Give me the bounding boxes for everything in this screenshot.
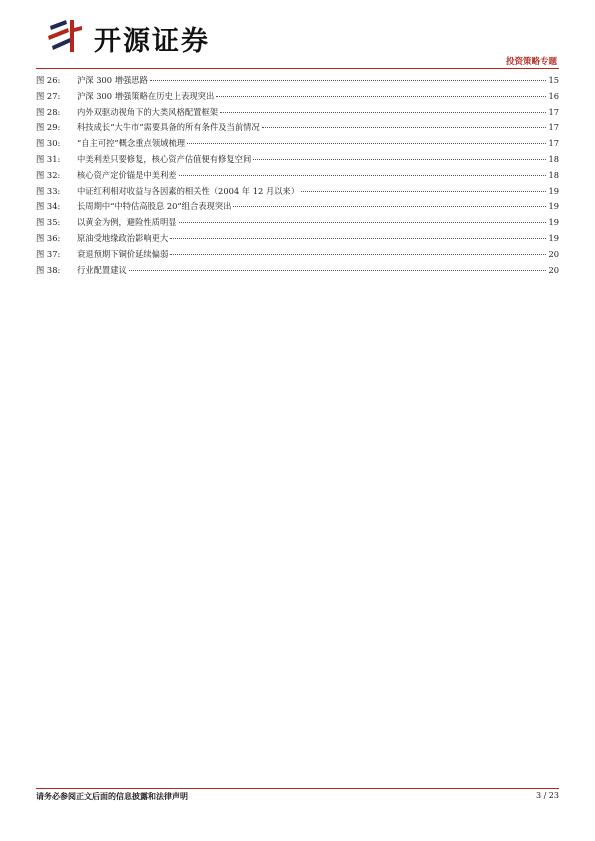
dot-leader xyxy=(150,79,547,81)
figure-page-number: 17 xyxy=(548,138,559,149)
dot-leader xyxy=(170,253,546,255)
figure-number: 图 37: xyxy=(36,248,61,259)
disclaimer-text: 请务必参阅正文后面的信息披露和法律声明 xyxy=(36,791,188,801)
figure-page-number: 19 xyxy=(548,185,559,196)
figure-page-number: 18 xyxy=(548,169,559,180)
figure-title: 沪深 300 增强思路 xyxy=(77,75,148,85)
toc-row[interactable] xyxy=(36,136,559,152)
toc-row[interactable] xyxy=(36,231,559,247)
dot-leader xyxy=(216,95,546,97)
figure-title: 沪深 300 增强策略在历史上表现突出 xyxy=(77,90,215,101)
dot-leader xyxy=(129,269,547,271)
figure-title: 内外双驱动视角下的大类风格配置框架 xyxy=(77,106,219,117)
figure-page-number: 16 xyxy=(548,90,559,101)
figure-page-number: 19 xyxy=(548,201,559,212)
figure-title: 长周期中“中特估高股息 20”组合表现突出 xyxy=(77,201,232,212)
figure-title: 衰退预期下铜价延续偏弱 xyxy=(77,248,169,259)
figure-title: 行业配置建议 xyxy=(77,264,127,275)
toc-row[interactable] xyxy=(36,215,559,231)
figure-number: 图 26: xyxy=(36,75,61,85)
toc-row[interactable] xyxy=(36,184,559,200)
figure-number: 图 33: xyxy=(36,185,61,196)
figure-title: “自主可控”概念重点领域梳理 xyxy=(77,138,186,149)
figure-number: 图 27: xyxy=(36,90,61,101)
company-logo xyxy=(44,16,244,56)
figure-page-number: 15 xyxy=(548,75,559,85)
toc-row[interactable] xyxy=(36,89,559,105)
figure-number: 图 35: xyxy=(36,217,61,228)
figure-number: 图 29: xyxy=(36,122,61,133)
figure-title: 中美利差只要修复，核心资产估值便有修复空间 xyxy=(77,153,252,164)
toc-row[interactable] xyxy=(36,120,559,136)
page-footer xyxy=(36,791,559,802)
toc-row[interactable] xyxy=(36,152,559,168)
dot-leader xyxy=(179,221,547,223)
figure-number: 图 31: xyxy=(36,153,61,164)
report-type-label: 投资策略专题 xyxy=(505,57,557,67)
figure-page-number: 19 xyxy=(548,217,559,228)
footer-divider xyxy=(36,788,559,789)
figure-title: 核心资产定价锚是中美利差 xyxy=(77,169,177,180)
figure-title: 以黄金为例，避险性质明显 xyxy=(77,217,177,228)
dot-leader xyxy=(253,158,546,160)
dot-leader xyxy=(262,126,547,128)
dot-leader xyxy=(220,111,546,113)
company-name: 开源证券 xyxy=(94,26,210,57)
figure-number: 图 34: xyxy=(36,201,61,212)
figure-number: 图 28: xyxy=(36,106,61,117)
dot-leader xyxy=(301,190,546,192)
figure-page-number: 19 xyxy=(548,232,559,243)
figure-page-number: 18 xyxy=(548,153,559,164)
figure-page-number: 20 xyxy=(548,248,559,259)
toc-row[interactable] xyxy=(36,263,559,279)
page-header xyxy=(0,0,595,72)
figure-page-number: 20 xyxy=(548,264,559,275)
figure-page-number: 17 xyxy=(548,122,559,133)
toc-row[interactable] xyxy=(36,247,559,263)
header-divider xyxy=(36,68,559,69)
logo-mark-icon xyxy=(44,16,84,56)
figure-number: 图 30: xyxy=(36,138,61,149)
figure-title: 中证红利相对收益与各因素的相关性（2004 年 12 月以来） xyxy=(77,185,300,196)
dot-leader xyxy=(187,142,546,144)
figure-number: 图 32: xyxy=(36,169,61,180)
toc-row[interactable] xyxy=(36,168,559,184)
dot-leader xyxy=(179,174,547,176)
page-number: 3 / 23 xyxy=(535,791,559,800)
figure-list xyxy=(36,73,559,278)
toc-row[interactable] xyxy=(36,105,559,121)
figure-title: 原油受地缘政治影响更大 xyxy=(77,232,169,243)
figure-number: 图 38: xyxy=(36,264,61,275)
toc-row[interactable] xyxy=(36,199,559,215)
figure-number: 图 36: xyxy=(36,232,61,243)
figure-page-number: 17 xyxy=(548,106,559,117)
dot-leader xyxy=(233,205,546,207)
toc-row[interactable] xyxy=(36,73,559,89)
figure-title: 科技成长“大牛市”需要具备的所有条件及当前情况 xyxy=(77,122,260,133)
dot-leader xyxy=(170,237,546,239)
